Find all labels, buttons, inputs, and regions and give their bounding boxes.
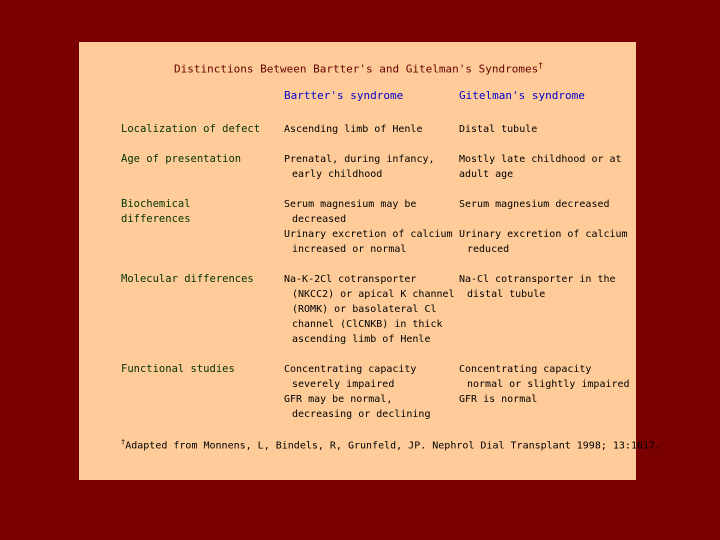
cell-line [459,212,629,227]
row-label-age [121,152,271,167]
cell-line: Serum magnesium decreased [459,199,610,210]
cell-line: Concentrating capacity [459,364,592,375]
cell-line: Urinary excretion of calcium [459,229,628,240]
cell-line: Na-Cl cotransporter in the [459,274,616,285]
cell-line: normal or slightly impaired [467,379,630,390]
header-gitelman: Gitelman's syndrome [459,89,585,102]
cell-line: reduced [467,244,510,255]
slide-title-text: Distinctions Between Bartter's and Gitelman's Syndromes [174,62,539,76]
row-label-biochemical [121,197,271,227]
row-label-molecular [121,272,271,287]
row-label-localization [121,122,271,137]
row-label-line: Localization of defect [121,123,261,135]
cell-line: Mostly late childhood or at [459,154,622,165]
cell-line: increased or normal [292,244,407,255]
slide-title [174,61,543,76]
cell-bartter-functional [284,362,454,422]
cell-bartter-localization [284,122,454,137]
cell-line: early childhood [292,169,383,180]
row-label-line: Molecular differences [121,273,254,285]
footnote-mark: † [121,438,126,446]
row-label-line: Functional studies [121,363,235,375]
row-label-line: Biochemical [121,198,191,210]
footnote [121,438,661,451]
cell-gitelman-age [459,152,629,182]
cell-line: Na-K-2Cl cotransporter [284,274,417,285]
cell-line: (NKCC2) or apical K channel [292,289,455,300]
cell-gitelman-molecular [459,272,629,302]
cell-line: Concentrating capacity [284,364,417,375]
cell-line: adult age [459,169,514,180]
cell-line: channel (ClCNKB) in thick [292,319,443,330]
cell-line: severely impaired [292,379,395,390]
cell-bartter-age [284,152,454,182]
cell-line: Serum magnesium may be [284,199,417,210]
cell-line: ascending limb of Henle [292,334,431,345]
cell-gitelman-biochemical [459,197,629,257]
cell-gitelman-localization [459,122,629,137]
cell-line: decreased [292,214,347,225]
slide-panel [79,42,662,480]
cell-line: decreasing or declining [292,409,431,420]
cell-gitelman-functional [459,362,629,407]
cell-line: GFR may be normal, [284,394,393,405]
cell-line: Urinary excretion of calcium [284,229,453,240]
cell-bartter-biochemical [284,197,454,257]
cell-line: GFR is normal [459,394,538,405]
cell-line: distal tubule [467,289,546,300]
row-label-functional [121,362,271,377]
row-label-line: Age of presentation [121,153,242,165]
title-footnote-mark: † [538,61,544,70]
header-bartter: Bartter's syndrome [284,89,404,102]
footnote-text: Adapted from Monnens, L, Bindels, R, Grunfeld, JP. Nephrol Dial Transplant 1998; 13:1617. [125,440,662,452]
cell-line: Distal tubule [459,124,538,135]
cell-line: Ascending limb of Henle [284,124,423,135]
cell-line: Prenatal, during infancy, [284,154,435,165]
row-label-line: differences [121,213,191,225]
cell-bartter-molecular [284,272,454,347]
cell-line: (ROMK) or basolateral Cl [292,304,437,315]
